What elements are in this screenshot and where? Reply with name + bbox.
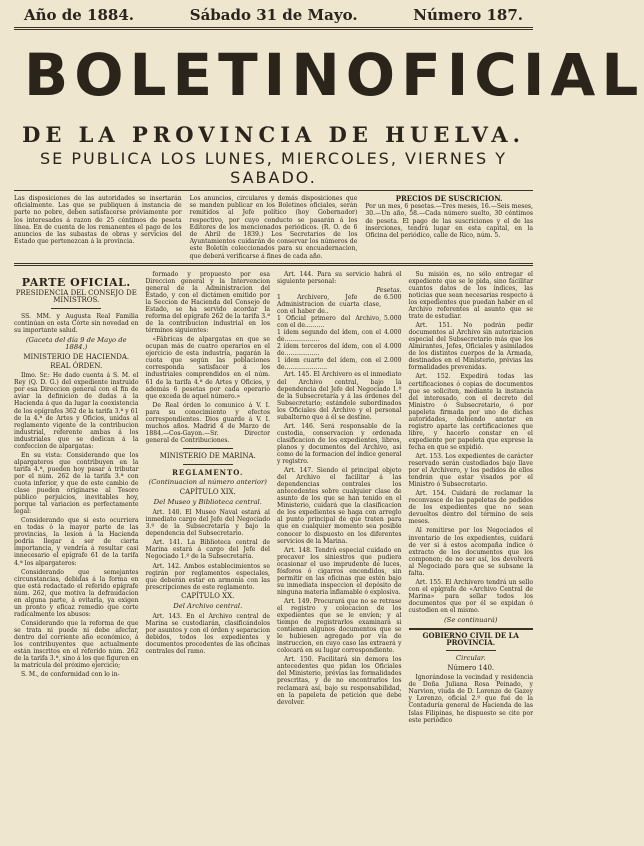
chapter-title: Del Archivo central. [173, 601, 243, 610]
staff-value: 6.500 [384, 293, 402, 301]
continuation-note: (Continuacion al número anterior) [148, 478, 267, 487]
article: Art. 145. El Archivero es el inmediato del Archivo central, bajo la dependencia del Jefe del Negociado 1.º de la Subsecretaría y á las órdenes del Subsecretario; estándole subordinados los Oficiales del Archivo y el personal subalterno que á él se destine. [277, 371, 402, 421]
paragraph: SS. MM. y Augusta Real Familia continúan en esta Córte sin novedad en su importante salud. [14, 312, 139, 335]
paragraph: Considerando que si esto ocurriera en todas ó la mayor parte de las provincias, la lesion á la Hacienda podría llegar á ser de cierta importancia, y vendría á resultar casi innecesario el epígrafe 61 de la tarifa 4.ª los alpargateros: [14, 517, 139, 567]
official-section-title: PARTE OFICIAL. [21, 275, 131, 289]
paragraph: Su misión es, no sólo entregar el expediente que se le pida, sino facilitar cuantos datos de los índices, las noticias que sean necesarias respecto á los expedientes que puedan haber en el Archivo referentes al asunto que se trate de estudiar. [408, 270, 533, 321]
staff-value: 5.000 [384, 315, 402, 323]
paragraph: formado y propuesto por esa Direccion general y la Intervencion general de la Administracion del Estado, y con el dictámen emitido por la Seccion de Hacienda del Consejo de Estado, se ha servido acordar la reforma del epígrafe 262 de la tarifa 3.ª de la contribucion industrial en los términos siguientes: [145, 270, 270, 335]
article: Art. 146. Será responsable de la custodia, conservacion y ordenada clasificacion de los expedientes, libros, planos y documentos del Archivo, así como de la formacion del índice general y registro. [277, 422, 402, 466]
paragraph: «Fábricas de alpargatas en que se ocupan más de cuatro operarios en el ejercicio de esta industria, pagarán la cuota que según las poblaciones corresponda satisfacer á los industriales comprendidos en el núm. 61 de la tarifa 4.ª de Artes y Oficios, y además 6 pesetas por cada operario que exceda de aquel número.» [145, 336, 270, 400]
staff-label: 1 Oficial primero del Archivo, con el de.......... [277, 315, 382, 330]
masthead-rule [14, 190, 533, 191]
article: Art. 143. En el Archivo central de Marina se custodiarán, clasificándolos por asuntos y con el órden y separacion debidos, todos los expedientes y documentos procedentes de las oficinas centrales del ramo. [145, 612, 270, 656]
gazette-note: (Gaceta del día 9 de Mayo de 1884.) [25, 336, 127, 352]
divider [51, 308, 101, 309]
government-heading: GOBIERNO CIVIL DE LA PROVINCIA. [422, 631, 519, 648]
staff-table [277, 294, 402, 372]
info-rule [14, 263, 533, 266]
divider [446, 650, 496, 651]
presidency-heading: PRESIDENCIA DEL CONSEJO DE MINISTROS. [15, 288, 137, 304]
issue-number: Número 187. [413, 6, 523, 24]
ministry-heading: MINISTERIO DE HACIENDA. [23, 353, 130, 362]
staff-value: 4.000 [384, 329, 402, 337]
article: Art. 149. Procurará que no se retrase el registro y colocacion de los expedientes que se le envíen; y al tiempo de registrarlos examinará si contienen algunos documentos que se le hubiesen agregado por vía de instruccion, en cuyo caso las extraerá y colocará en su lugar correspondiente. [277, 597, 402, 655]
section-rule [409, 628, 534, 630]
info-col-1: Las disposiciones de las autoridades se insertarán oficialmente. Las que se publiquen á instancia de parte no pobre, deben satisfacerse préviamente por los interesados á razon de 25 céntimos de peseta línea. En de cuenta de los remanentes el pago de los anuncios de las subastas de obras y servicios del Estado que pertenezcan á la provincia. [14, 195, 182, 246]
divider [183, 464, 233, 465]
issue-line [14, 0, 533, 24]
province-subtitle: DE LA PROVINCIA DE HUELVA. [22, 122, 525, 147]
staff-value: 2.000 [384, 357, 402, 365]
column-4 [409, 271, 534, 846]
article: Art. 150. Facilitará sin demora los antecedentes que pidan los Oficiales del Ministerio, prévias las formalidades prescritas, y de no encontrarlos los reclamará así, bajo su responsabilidad, en la papeleta de peticion que debe devolver. [277, 656, 402, 706]
paragraph: S. M., de conformidad con lo in- [21, 671, 120, 679]
continuation-note: (Se continuará) [444, 616, 498, 625]
staff-label: 1 ídem cuarto del ídem, con el de...................... [277, 357, 382, 372]
article: Art. 152. Expedirá todas las certificaciones ó copias de documentos que se soliciten, mediante la instancia del interesado, con el decreto del Ministro ó Subsecretario, ó por papeleta firmada por uno de dichas autoridades, debiendo anotar en registro aparte las certificaciones que libre, y hacerlo constar en el expediente por papeleta que exprese la fecha en que se expidió. [408, 373, 533, 451]
top-rule [14, 27, 533, 30]
regulation-heading: REGLAMENTO. [172, 468, 244, 477]
article: Art. 140. El Museo Naval estará al inmediato cargo del Jefe del Negociado 3.º de la Subsecretaría y bajo la dependencia del Subsecretario. [145, 509, 270, 538]
paragraph: En su vista: Considerando que los alpargateros que contribuyen en la tarifa 4.ª, pueden hoy pasar á tributar por el núm. 262 de la tarifa 3.ª con cuota inferior, y que de este cambio de clase pueden originarse al Tesoro público perjuicios, inevitables hoy, porque tal variacion es perfectamente legal: [14, 451, 139, 516]
issue-date: Sábado 31 de Mayo. [189, 6, 358, 24]
divider [183, 448, 233, 449]
masthead-title [14, 34, 644, 116]
staff-value: 4.000 [384, 343, 402, 351]
chapter-heading: CAPÍTULO XX. [181, 591, 235, 600]
pesetas-heading: Pesetas. [376, 286, 402, 294]
staff-label: 2 ídem terceros del ídem, con el de.................. [277, 343, 382, 358]
article: Art. 155. El Archivero tendrá un sello con el epígrafe de «Archivo Central de Marina» para sellar todos los documentos que por él se expidan ó custodien en el mismo. [408, 578, 533, 614]
body-columns [14, 271, 533, 846]
subscription-title: PRECIOS DE SUSCRICION. [395, 194, 503, 203]
paragraph: Considerando que la reforma de que se trata ni puede ni debe afectar, dentro del corriente año económico, á los contribuyentes que actualmente están inscritos en el referido núm. 262 de la tarifa 3.ª, sino á los que figuren en la matrícula del próximo ejercicio; [14, 619, 139, 670]
title-right: OFICIAL [345, 41, 644, 109]
ministry-heading: MINISTERIO DE MARINA. [159, 451, 256, 460]
info-box [14, 195, 533, 260]
title-left: BOLETIN [24, 41, 346, 109]
article: Art. 153. Los expedientes de carácter reservado serán custodiados bajo llave por el Archivero, y los pedidos de ellos tendrán que estar visados por el Ministro ó Subsecretario. [408, 453, 533, 489]
column-2 [146, 271, 271, 846]
column-3 [277, 271, 402, 846]
issue-year: Año de 1884. [24, 6, 134, 24]
article: Art. 142. Ambos establecimientos se regirán por reglamentos especiales, que deberán estar en armonía con las prescripciones de este reglamento. [145, 562, 270, 591]
paragraph: Ignorándose la vecindad y residencia de Doña Juliana Rosa Peinado, y Narvion, viuda de D. Lorenzo de Gazey y Lorenzo, oficial 2.º que fué de la Contaduría general de Hacienda de las Islas Filipinas, he dispuesto se cite por este periódico [408, 674, 533, 724]
article: Art. 154. Cuidará de reclamar la reconvasce de las papeletas de pedidos de los expedientes que no sean devueltos dentro del término de seis meses. [408, 490, 533, 526]
chapter-title: Del Museo y Biblioteca central. [153, 498, 262, 507]
paragraph: Ilmo. Sr.: He dado cuenta á S. M. el Rey (Q. D. G.) del expediente instruido por esa Direccion general con el fin de aviar la definicion de dudas á la Hacienda á que da lugar la coexistencia de los epígrafes 362 de la tarifa 3.ª y 61 de la 4.ª de Artes y Oficios, unidas al reglamento vigente de la contribucion industrial, referente ambas á los industriales que se dedican á la confeccion de alpargatas: [14, 372, 139, 450]
article: Art. 147. Siendo el principal objeto del Archivo el facilitar á las dependencias centrales los antecedentes sobre cualquier clase de asunto de los que se han tenido en el Ministerio, cuidará que la clasificacion de los expedientes se haga con arreglo al punto principal de que traten para que en cualquier momento sea posible conocer lo dispuesto en los diferentes servicios de la Marina. [277, 467, 402, 545]
masthead [14, 34, 644, 187]
staff-label: 1 ídem segundo del ídem, con el de.................. [277, 329, 382, 344]
chapter-heading: CAPÍTULO XIX. [179, 488, 236, 497]
info-col-3 [365, 195, 533, 260]
article: Art. 141. La Biblioteca central de Marina estará á cargo del Jefe del Negociado 1.º de la Subsecretaría. [145, 539, 270, 561]
info-col-2: Los anuncios, circulares y demás disposiciones que se manden publicar en los Boletines oficiales, serán remitidos al Jefe político (hoy Gobernador) respectivo, por cuyo conducto se pasarán á los Editores de los mencionados periódicos. (R. O. de 6 de Abril de 1839.) Los Secretarios de los Ayuntamientos cuidarán de conservar los números de este Boletín coleccionados para su encuadernacion, que deberá verificarse á fines de cada año. [189, 195, 358, 260]
paragraph: De Real órden lo comunico á V. I. para su conocimiento y efectos correspondientes. Dios guarde á V. I. muchos años. Madrid 4 de Marzo de 1884.—Cos-Gayon.—Sr. Director general de Contribuciones. [145, 401, 270, 444]
number-heading: Número 140. [447, 664, 495, 673]
article: Art. 144. Para su servicio habrá el siguiente personal: [277, 270, 402, 285]
subscription-text: Por un mes, 6 pesetas.—Tres meses, 16.—Seis meses, 30.—Un año, 58.—Cada número suelto, 30 céntimos de peseta. El pago de las suscriciones y el de las inserciones, tendrá lugar en esta capital, en la Oficina del periódico, calle de Rico, núm. 5. [365, 203, 533, 240]
column-1 [14, 271, 139, 846]
decree-heading: REAL ÓRDEN. [50, 362, 103, 371]
paragraph: Considerando que semejantes circunstancias, debidas á la forma en que está redactado el referido epígrafe núm. 262, que motiva la defraudacion en alguna parte, á evitarla, ya exigen un pronto y eficaz remedio que corte radicalmente los abusos: [14, 568, 139, 618]
article: Art. 148. Tendrá especial cuidado en precaver los siniestros que pudiera ocasionar el uso imprudente de luces, fósforos ó cigarros encendidos, sin permitir en las oficinas que estén bajo su inmediata inspeccion el depósito de ninguna materia inflamable ó explosiva. [277, 546, 402, 596]
staff-label: 1 Archivero, Jefe de Administracion de cuarta clase, con el haber de.. [277, 293, 382, 316]
article: Art. 151. No podrán pedir documentos al Archivo sin autorizacion especial del Subsecretario más que los Almirantes, Jefes, Oficiales y asimilados de los distintos cuerpos de la Armada, destinados en el Ministerio, prévias las formalidades prevenidas. [408, 322, 533, 372]
circular-heading: Circular. [455, 654, 486, 663]
publication-days: SE PUBLICA LOS LUNES, MIERCOLES, VIERNES Y SABADO. [40, 149, 507, 187]
paragraph: Al remitirse por los Negociados el inventario de los expedientes, cuidará de ver si á estos acompaña índice ó extracto de los documentos que los componen; de no ser así, los devolverá al Negociado para que se subsane la falta. [408, 527, 533, 577]
